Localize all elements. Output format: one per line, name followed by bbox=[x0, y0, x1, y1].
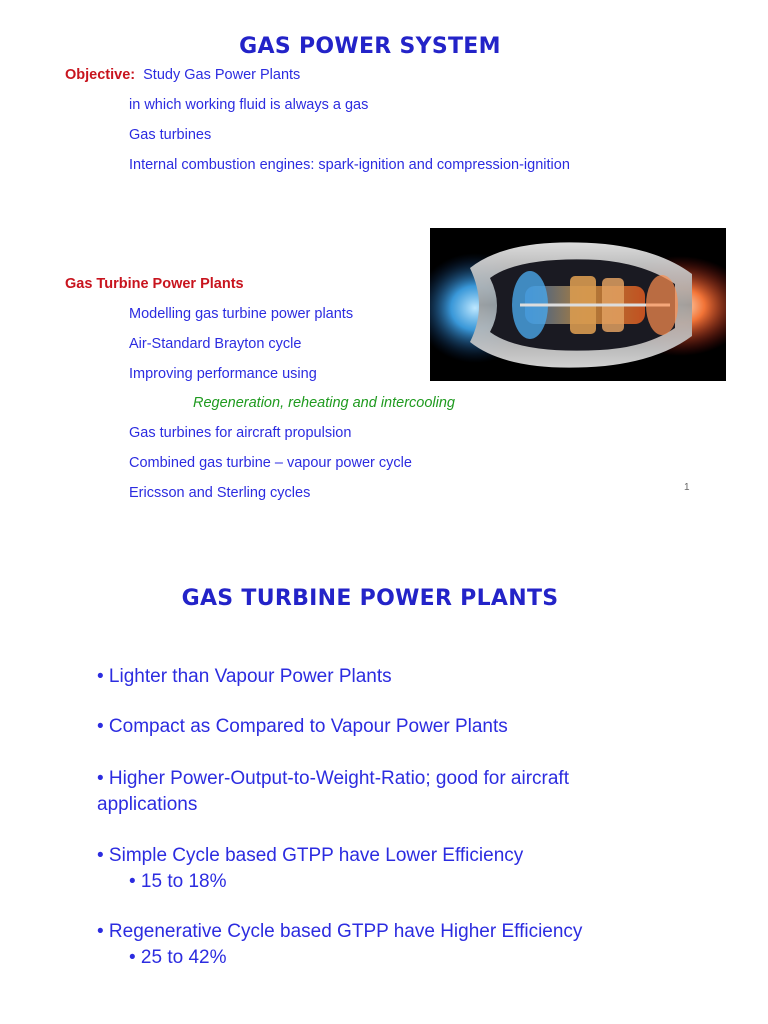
bullet-power-to-weight: • Higher Power-Output-to-Weight-Ratio; good for aircraft bbox=[97, 768, 569, 789]
objective-detail-1: in which working fluid is always a gas bbox=[129, 97, 369, 113]
slide1-title: GAS POWER SYSTEM bbox=[239, 34, 501, 59]
bullet-simple-cycle: • Simple Cycle based GTPP have Lower Efficiency bbox=[97, 845, 524, 866]
topic-item-6: Ericsson and Sterling cycles bbox=[129, 485, 311, 501]
topic-subitem: Regeneration, reheating and intercooling bbox=[193, 395, 455, 411]
objective-label: Objective: bbox=[65, 67, 136, 83]
bullet-lighter: • Lighter than Vapour Power Plants bbox=[97, 666, 392, 687]
gas-turbine-section-heading: Gas Turbine Power Plants bbox=[65, 276, 244, 292]
topic-item-3: Improving performance using bbox=[129, 366, 317, 382]
topic-item-5: Combined gas turbine – vapour power cycle bbox=[129, 455, 412, 471]
bullet-compact: • Compact as Compared to Vapour Power Plants bbox=[97, 716, 508, 737]
topic-item-2: Air-Standard Brayton cycle bbox=[129, 336, 302, 352]
topic-item-1: Modelling gas turbine power plants bbox=[129, 306, 354, 322]
objective-text: Study Gas Power Plants bbox=[143, 67, 301, 83]
objective-detail-3: Internal combustion engines: spark-ignition and compression-ignition bbox=[129, 157, 570, 173]
page-number: 1 bbox=[684, 482, 690, 493]
bullet-regenerative-efficiency: • 25 to 42% bbox=[129, 947, 227, 968]
objective-line bbox=[65, 67, 300, 83]
bullet-power-to-weight-cont: applications bbox=[97, 794, 198, 815]
jet-engine-image bbox=[430, 228, 726, 381]
topic-item-4: Gas turbines for aircraft propulsion bbox=[129, 425, 352, 441]
bullet-simple-efficiency: • 15 to 18% bbox=[129, 871, 227, 892]
objective-detail-2: Gas turbines bbox=[129, 127, 212, 143]
slide2-title: GAS TURBINE POWER PLANTS bbox=[181, 586, 559, 611]
bullet-regenerative-cycle: • Regenerative Cycle based GTPP have Higher Efficiency bbox=[97, 921, 583, 942]
